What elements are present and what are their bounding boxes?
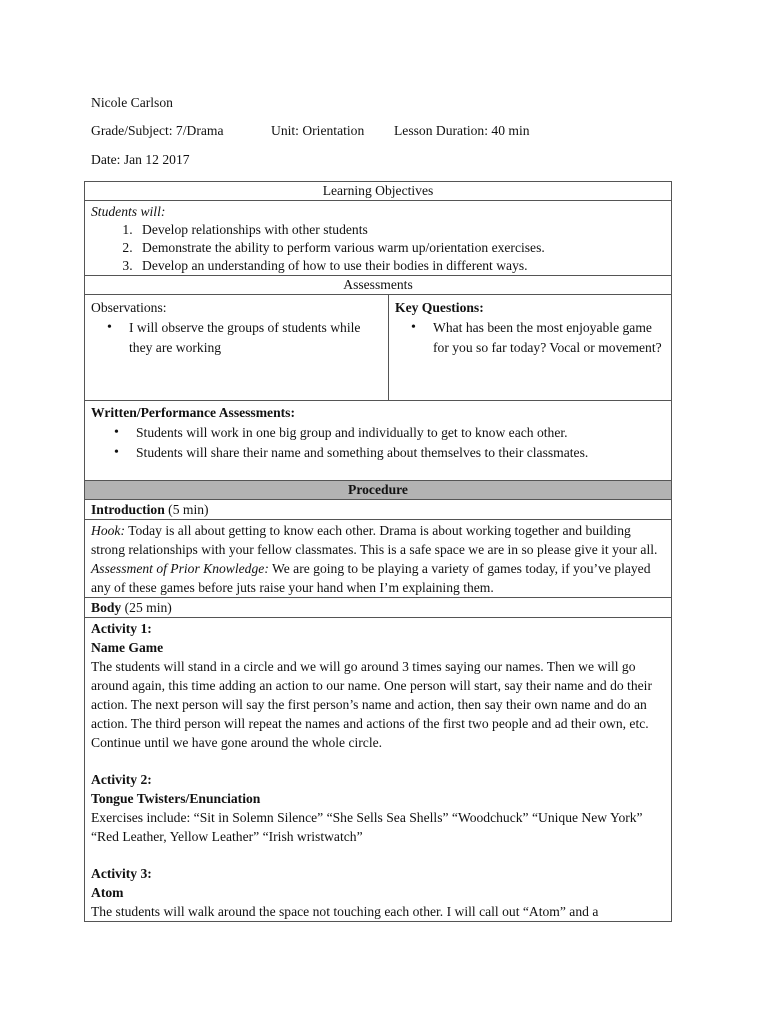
activity-label: Activity 1: <box>91 621 152 636</box>
objectives-section <box>85 201 671 276</box>
written-assessment-item: • Students will share their name and something about themselves to their classmates. <box>136 443 665 463</box>
grade-subject: Grade/Subject: 7/Drama <box>91 123 224 138</box>
objective-item: 1. Develop relationships with other students <box>136 221 665 239</box>
assessments-grid <box>85 295 671 401</box>
key-questions-label: Key Questions: <box>395 300 484 315</box>
observations-label: Observations: <box>91 300 167 315</box>
observation-item: • I will observe the groups of students while they are working <box>129 318 382 358</box>
unit: Unit: Orientation <box>271 123 365 138</box>
activity-block <box>91 770 665 846</box>
prior-knowledge-label: Assessment of Prior Knowledge: <box>91 561 269 576</box>
objective-item: 3. Develop an understanding of how to use their bodies in different ways. <box>136 257 665 275</box>
written-assessments-cell <box>85 401 671 481</box>
lesson-plan-table <box>84 181 672 922</box>
objectives-heading: Learning Objectives <box>85 182 671 201</box>
activity-block <box>91 619 665 752</box>
activity-title: Atom <box>91 885 124 900</box>
assessments-heading: Assessments <box>85 276 671 295</box>
activity-text: The students will walk around the space not touching each other. I will call out “Atom” and a <box>91 904 599 919</box>
key-questions-cell <box>389 295 671 400</box>
activity-text: Exercises include: “Sit in Solemn Silence” “She Sells Sea Shells” “Woodchuck” “Unique New York” “Red Leather, Yellow Leather” “Irish wristwatch” <box>91 810 643 844</box>
introduction-row <box>85 500 671 520</box>
activity-label: Activity 2: <box>91 772 152 787</box>
key-question-item: • What has been the most enjoyable game for you so far today? Vocal or movement? <box>433 318 665 358</box>
written-assessments-label: Written/Performance Assessments: <box>91 405 295 420</box>
introduction-cell <box>85 520 671 598</box>
lesson-duration: Lesson Duration: 40 min <box>394 123 530 138</box>
procedure-heading: Procedure <box>85 481 671 500</box>
activity-label: Activity 3: <box>91 866 152 881</box>
hook-label: Hook: <box>91 523 125 538</box>
body-row <box>85 598 671 618</box>
prior-knowledge-text: We are going to be playing a variety of games today, if you’ve played any of these games before juts raise your hand when I’m explaining them. <box>91 561 651 595</box>
introduction-label: Introduction <box>91 502 165 517</box>
activity-block <box>91 864 665 921</box>
activity-text: The students will stand in a circle and we will go around 3 times saying our names. Then we will go around again, this time adding an action to our name. One person will start, say their name and do their action. The next person will say the first person’s name and action, then say their own name and do an action. The third person will repeat the names and actions of the first two people and ad their own, etc. Continue until we have gone around the whole circle. <box>91 659 652 750</box>
objectives-list <box>91 221 665 275</box>
activity-title: Tongue Twisters/Enunciation <box>91 791 261 806</box>
objectives-intro: Students will: <box>91 204 166 219</box>
body-cell <box>85 618 671 921</box>
objective-item: 2. Demonstrate the ability to perform various warm up/orientation exercises. <box>136 239 665 257</box>
body-time: (25 min) <box>121 600 172 615</box>
observations-cell <box>85 295 389 400</box>
body-label: Body <box>91 600 122 615</box>
activity-title: Name Game <box>91 640 164 655</box>
introduction-time: (5 min) <box>164 502 209 517</box>
hook-text: Today is all about getting to know each other. Drama is about working together and building strong relationships with your fellow classmates. This is a safe space we are in so please give it your all. <box>91 523 658 557</box>
teacher-name: Nicole Carlson <box>91 95 173 110</box>
written-assessment-item: • Students will work in one big group and individually to get to know each other. <box>136 423 665 443</box>
lesson-date: Date: Jan 12 2017 <box>91 152 190 167</box>
